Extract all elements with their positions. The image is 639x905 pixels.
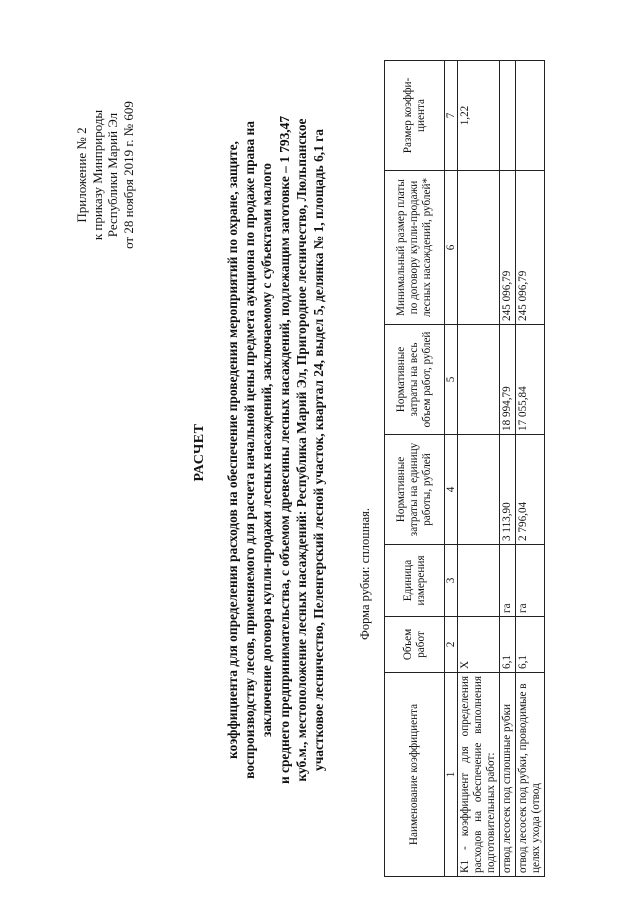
table-row bbox=[458, 61, 500, 877]
column-number: 6 bbox=[445, 171, 458, 325]
work-name: отвод лесосек под сплошные рубки bbox=[500, 673, 516, 877]
table-header-row bbox=[385, 61, 445, 877]
appendix-line: к приказу Минприроды bbox=[89, 109, 105, 241]
unit-cell bbox=[458, 545, 500, 617]
document-subtitle bbox=[224, 35, 327, 865]
table-number-row bbox=[445, 61, 458, 877]
volume-cell: 6,1 bbox=[516, 617, 545, 673]
header-cell: Единица измерения bbox=[385, 545, 445, 617]
total-cost-cell: 17 055,84 bbox=[516, 325, 545, 435]
subtitle-line: воспроизводству лесов, применяемого для расчета начальной цены предмета аукциона по продаже права на bbox=[242, 121, 258, 779]
coefficient-table bbox=[384, 60, 545, 877]
work-name: отвод лесосек под рубки, проводимые в целях ухода (отвод bbox=[516, 673, 545, 877]
header-cell: Объем работ bbox=[385, 617, 445, 673]
table-row bbox=[516, 61, 545, 877]
subtitle-line: коэффициента для определения расходов на обеспечение проведения мероприятий по охране, защите, bbox=[225, 141, 240, 759]
coefficient-value bbox=[500, 61, 516, 171]
subtitle-line: и среднего предпринимательства, с объемом древесины лесных насаждений, подлежащим заготовке – 1 793,47 bbox=[276, 115, 292, 785]
unit-cost-cell: 3 113,90 bbox=[500, 435, 516, 545]
header-cell: Размер коэффи-циента bbox=[385, 61, 445, 171]
unit-cost-cell: 2 796,04 bbox=[516, 435, 545, 545]
column-number: 3 bbox=[445, 545, 458, 617]
coefficient-value bbox=[516, 61, 545, 171]
total-cost-cell bbox=[458, 325, 500, 435]
column-number: 4 bbox=[445, 435, 458, 545]
volume-cell: X bbox=[458, 617, 500, 673]
subtitle-line: участковое лесничество, Пеленгерский лесной участок, квартал 24, выдел 5, делянка № 1, площадь 6,1 га bbox=[311, 129, 327, 771]
unit-cost-cell bbox=[458, 435, 500, 545]
appendix-line: Приложение № 2 bbox=[74, 127, 89, 223]
min-fee-cell: 245 096,79 bbox=[516, 171, 545, 325]
header-cell: Наименование коэффициента bbox=[385, 673, 445, 877]
unit-cell: га bbox=[500, 545, 516, 617]
column-number: 5 bbox=[445, 325, 458, 435]
min-fee-cell bbox=[458, 171, 500, 325]
cutting-form-label: Форма рубки: сплошная. bbox=[358, 507, 372, 640]
subtitle-line: куб.м., местоположение лесных насаждений: Республика Марий Эл, Пригородное лесничество, Люльпанское bbox=[293, 118, 309, 782]
total-cost-cell: 18 994,79 bbox=[500, 325, 516, 435]
document-title: РАСЧЕТ bbox=[192, 423, 207, 482]
table-row bbox=[500, 61, 516, 877]
appendix-header bbox=[74, 65, 136, 285]
header-cell: Минимальный размер платы по договору купли-продажи лесных насаждений, рублей* bbox=[385, 171, 445, 325]
column-number: 2 bbox=[445, 617, 458, 673]
column-number: 1 bbox=[445, 673, 458, 877]
header-cell: Нормативные затраты на единицу работы, рублей bbox=[385, 435, 445, 545]
header-cell: Нормативные затраты на весь объем работ, рублей bbox=[385, 325, 445, 435]
coefficient-value: 1,22 bbox=[458, 61, 500, 171]
min-fee-cell: 245 096,79 bbox=[500, 171, 516, 325]
unit-cell: га bbox=[516, 545, 545, 617]
appendix-line: от 28 ноября 2019 г. № 609 bbox=[120, 101, 136, 249]
coefficient-name: К1 - коэффициент для определения расходов на обеспечение выполнения подготовительных работ: bbox=[458, 673, 500, 877]
volume-cell: 6,1 bbox=[500, 617, 516, 673]
appendix-line: Республики Марий Эл bbox=[105, 112, 120, 238]
column-number: 7 bbox=[445, 61, 458, 171]
subtitle-line: заключение договора купли-продажи лесных насаждений, заключаемому с субъектами малого bbox=[259, 162, 275, 738]
